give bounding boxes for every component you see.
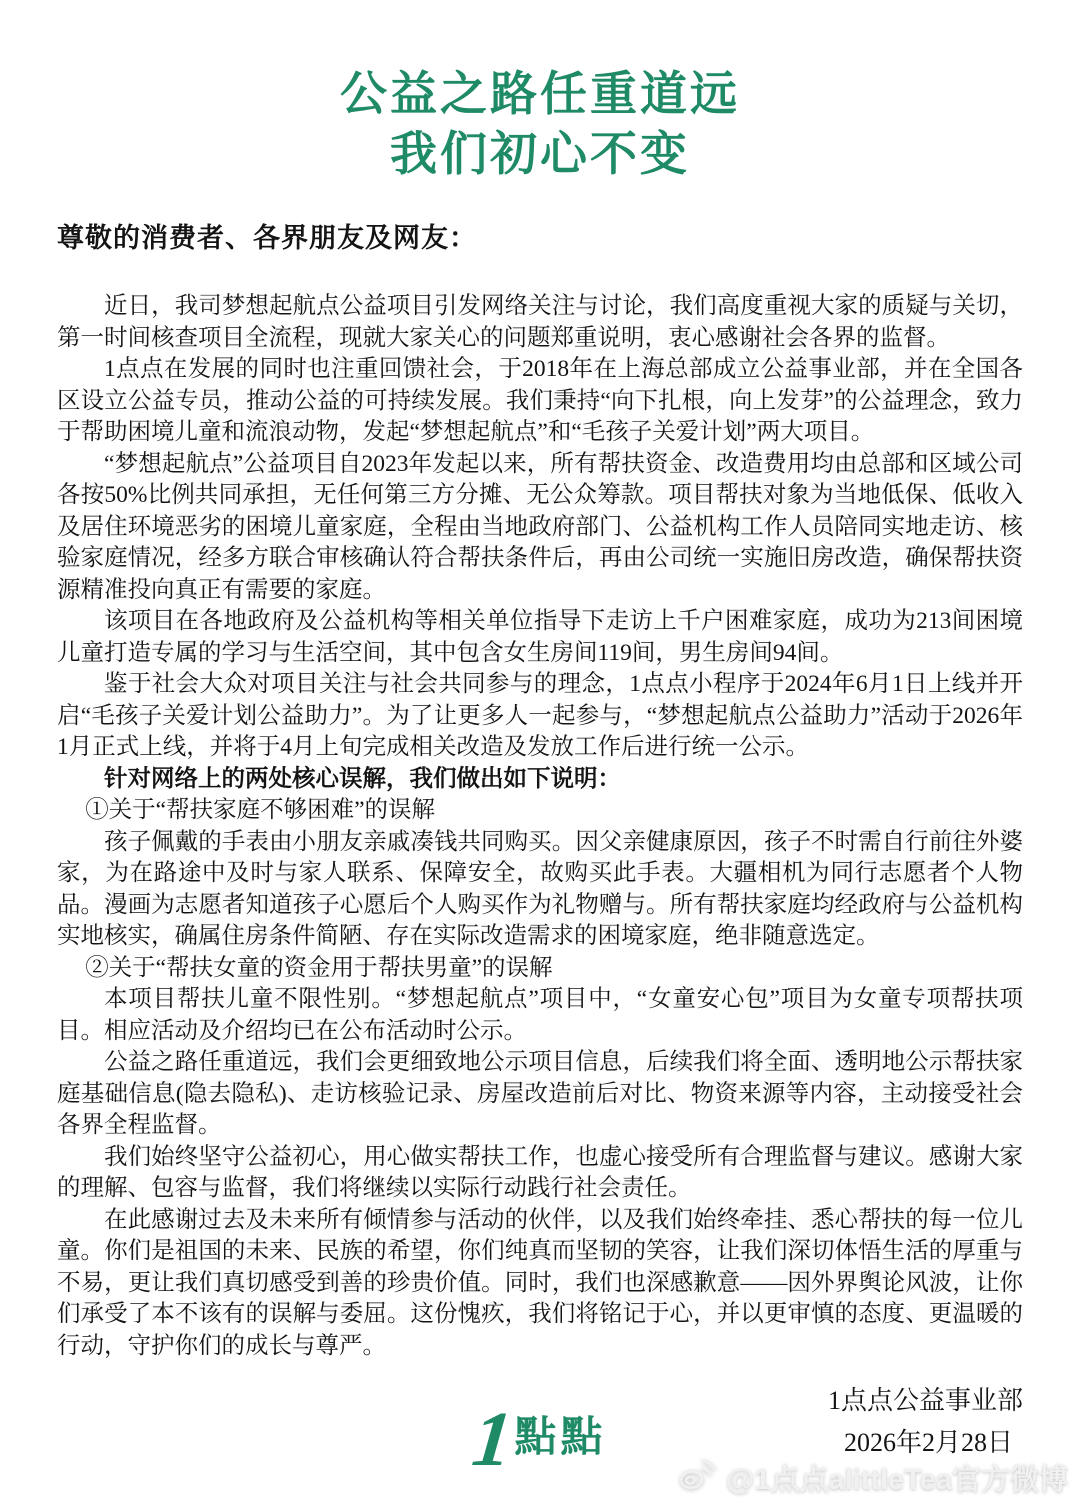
paragraph: 本项目帮扶儿童不限性别。“梦想起航点”项目中，“女童安心包”项目为女童专项帮扶项目。相应活动及介绍均已在公布活动时公示。 — [57, 986, 1023, 1044]
page-title — [0, 64, 1080, 184]
paragraph: “梦想起航点”公益项目自2023年发起以来，所有帮扶资金、改造费用均由总部和区域公司各按50%比例共同承担，无任何第三方分摊、无公众筹款。项目帮扶对象为当地低保、低收入及居住环境恶劣的困境儿童家庭，全程由当地政府部门、公益机构工作人员陪同实地走访、核验家庭情况，经多方联合审核确认符合帮扶条件后，再由公司统一实施旧房改造，确保帮扶资源精准投向真正有需要的家庭。 — [57, 450, 1023, 603]
logo-numeral: 1 — [468, 1395, 518, 1482]
paragraph: 孩子佩戴的手表由小朋友亲戚凑钱共同购买。因父亲健康原因，孩子不时需自行前往外婆家，为在路途中及时与家人联系、保障安全，故购买此手表。大疆相机为同行志愿者个人物品。漫画为志愿者知道孩子心愿后个人购买作为礼物赠与。所有帮扶家庭均经政府与公益机构实地核实，确属住房条件简陋、存在实际改造需求的困境家庭，绝非随意选定。 — [57, 828, 1023, 949]
paragraph: 近日，我司梦想起航点公益项目引发网络关注与讨论，我们高度重视大家的质疑与关切，第一时间核查项目全流程，现就大家关心的问题郑重说明，衷心感谢社会各界的监督。 — [57, 293, 1023, 351]
paragraph: 我们始终坚守公益初心，用心做实帮扶工作，也虚心接受所有合理监督与建议。感谢大家的理解、包容与监督，我们将继续以实际行动践行社会责任。 — [57, 1143, 1023, 1201]
paragraph: 公益之路任重道远，我们会更细致地公示项目信息，后续我们将全面、透明地公示帮扶家庭基础信息(隐去隐私)、走访核验记录、房屋改造前后对比、物资来源等内容，主动接受社会各界全程监督。 — [57, 1049, 1023, 1138]
paragraph: 1点点在发展的同时也注重回馈社会，于2018年在上海总部成立公益事业部，并在全国各区设立公益专员，推动公益的可持续发展。我们秉持“向下扎根，向上发芽”的公益理念，致力于帮助困境儿童和流浪动物，发起“梦想起航点”和“毛孩子关爱计划”两大项目。 — [57, 356, 1023, 445]
paragraph: 该项目在各地政府及公益机构等相关单位指导下走访上千户困难家庭，成功为213间困境儿童打造专属的学习与生活空间，其中包含女生房间119间，男生房间94间。 — [57, 608, 1023, 666]
title-line-1: 公益之路任重道远 — [340, 67, 740, 120]
paragraph: ①关于“帮扶家庭不够困难”的误解 — [85, 797, 436, 823]
signature-date: 2026年2月28日 — [843, 1428, 1013, 1457]
statement-page — [0, 64, 1080, 1504]
signature-name: 1点点公益事业部 — [827, 1386, 1023, 1415]
statement-body — [57, 291, 1023, 1362]
title-line-2: 我们初心不变 — [390, 127, 690, 180]
weibo-icon — [675, 1455, 720, 1500]
weibo-watermark — [678, 1457, 1068, 1498]
paragraph: 鉴于社会大众对项目关注与社会共同参与的理念，1点点小程序于2024年6月1日上线并开启“毛孩子关爱计划公益助力”。为了让更多人一起参与，“梦想起航点公益助力”活动于2026年1月正式上线，并将于4月上旬完成相关改造及发放工作后进行统一公示。 — [57, 671, 1023, 760]
paragraph: 针对网络上的两处核心误解，我们做出如下说明： — [104, 765, 621, 792]
logo-characters: 點點 — [514, 1413, 607, 1460]
paragraph: 在此感谢过去及未来所有倾情参与活动的伙伴，以及我们始终牵挂、悉心帮扶的每一位儿童。你们是祖国的未来、民族的希望，你们纯真而坚韧的笑容，让我们深切体悟生活的厚重与不易，更让我们真切感受到善的珍贵价值。同时，我们也深感歉意——因外界舆论风波，让你们承受了本不该有的误解与委屈。这份愧疚，我们将铭记于心，并以更审慎的态度、更温暖的行动，守护你们的成长与尊严。 — [57, 1206, 1023, 1359]
salutation: 尊敬的消费者、各界朋友及网友： — [57, 223, 477, 253]
watermark-text: @1点点alittleTea官方微博 — [726, 1464, 1068, 1496]
paragraph: ②关于“帮扶女童的资金用于帮扶男童”的误解 — [85, 954, 553, 981]
